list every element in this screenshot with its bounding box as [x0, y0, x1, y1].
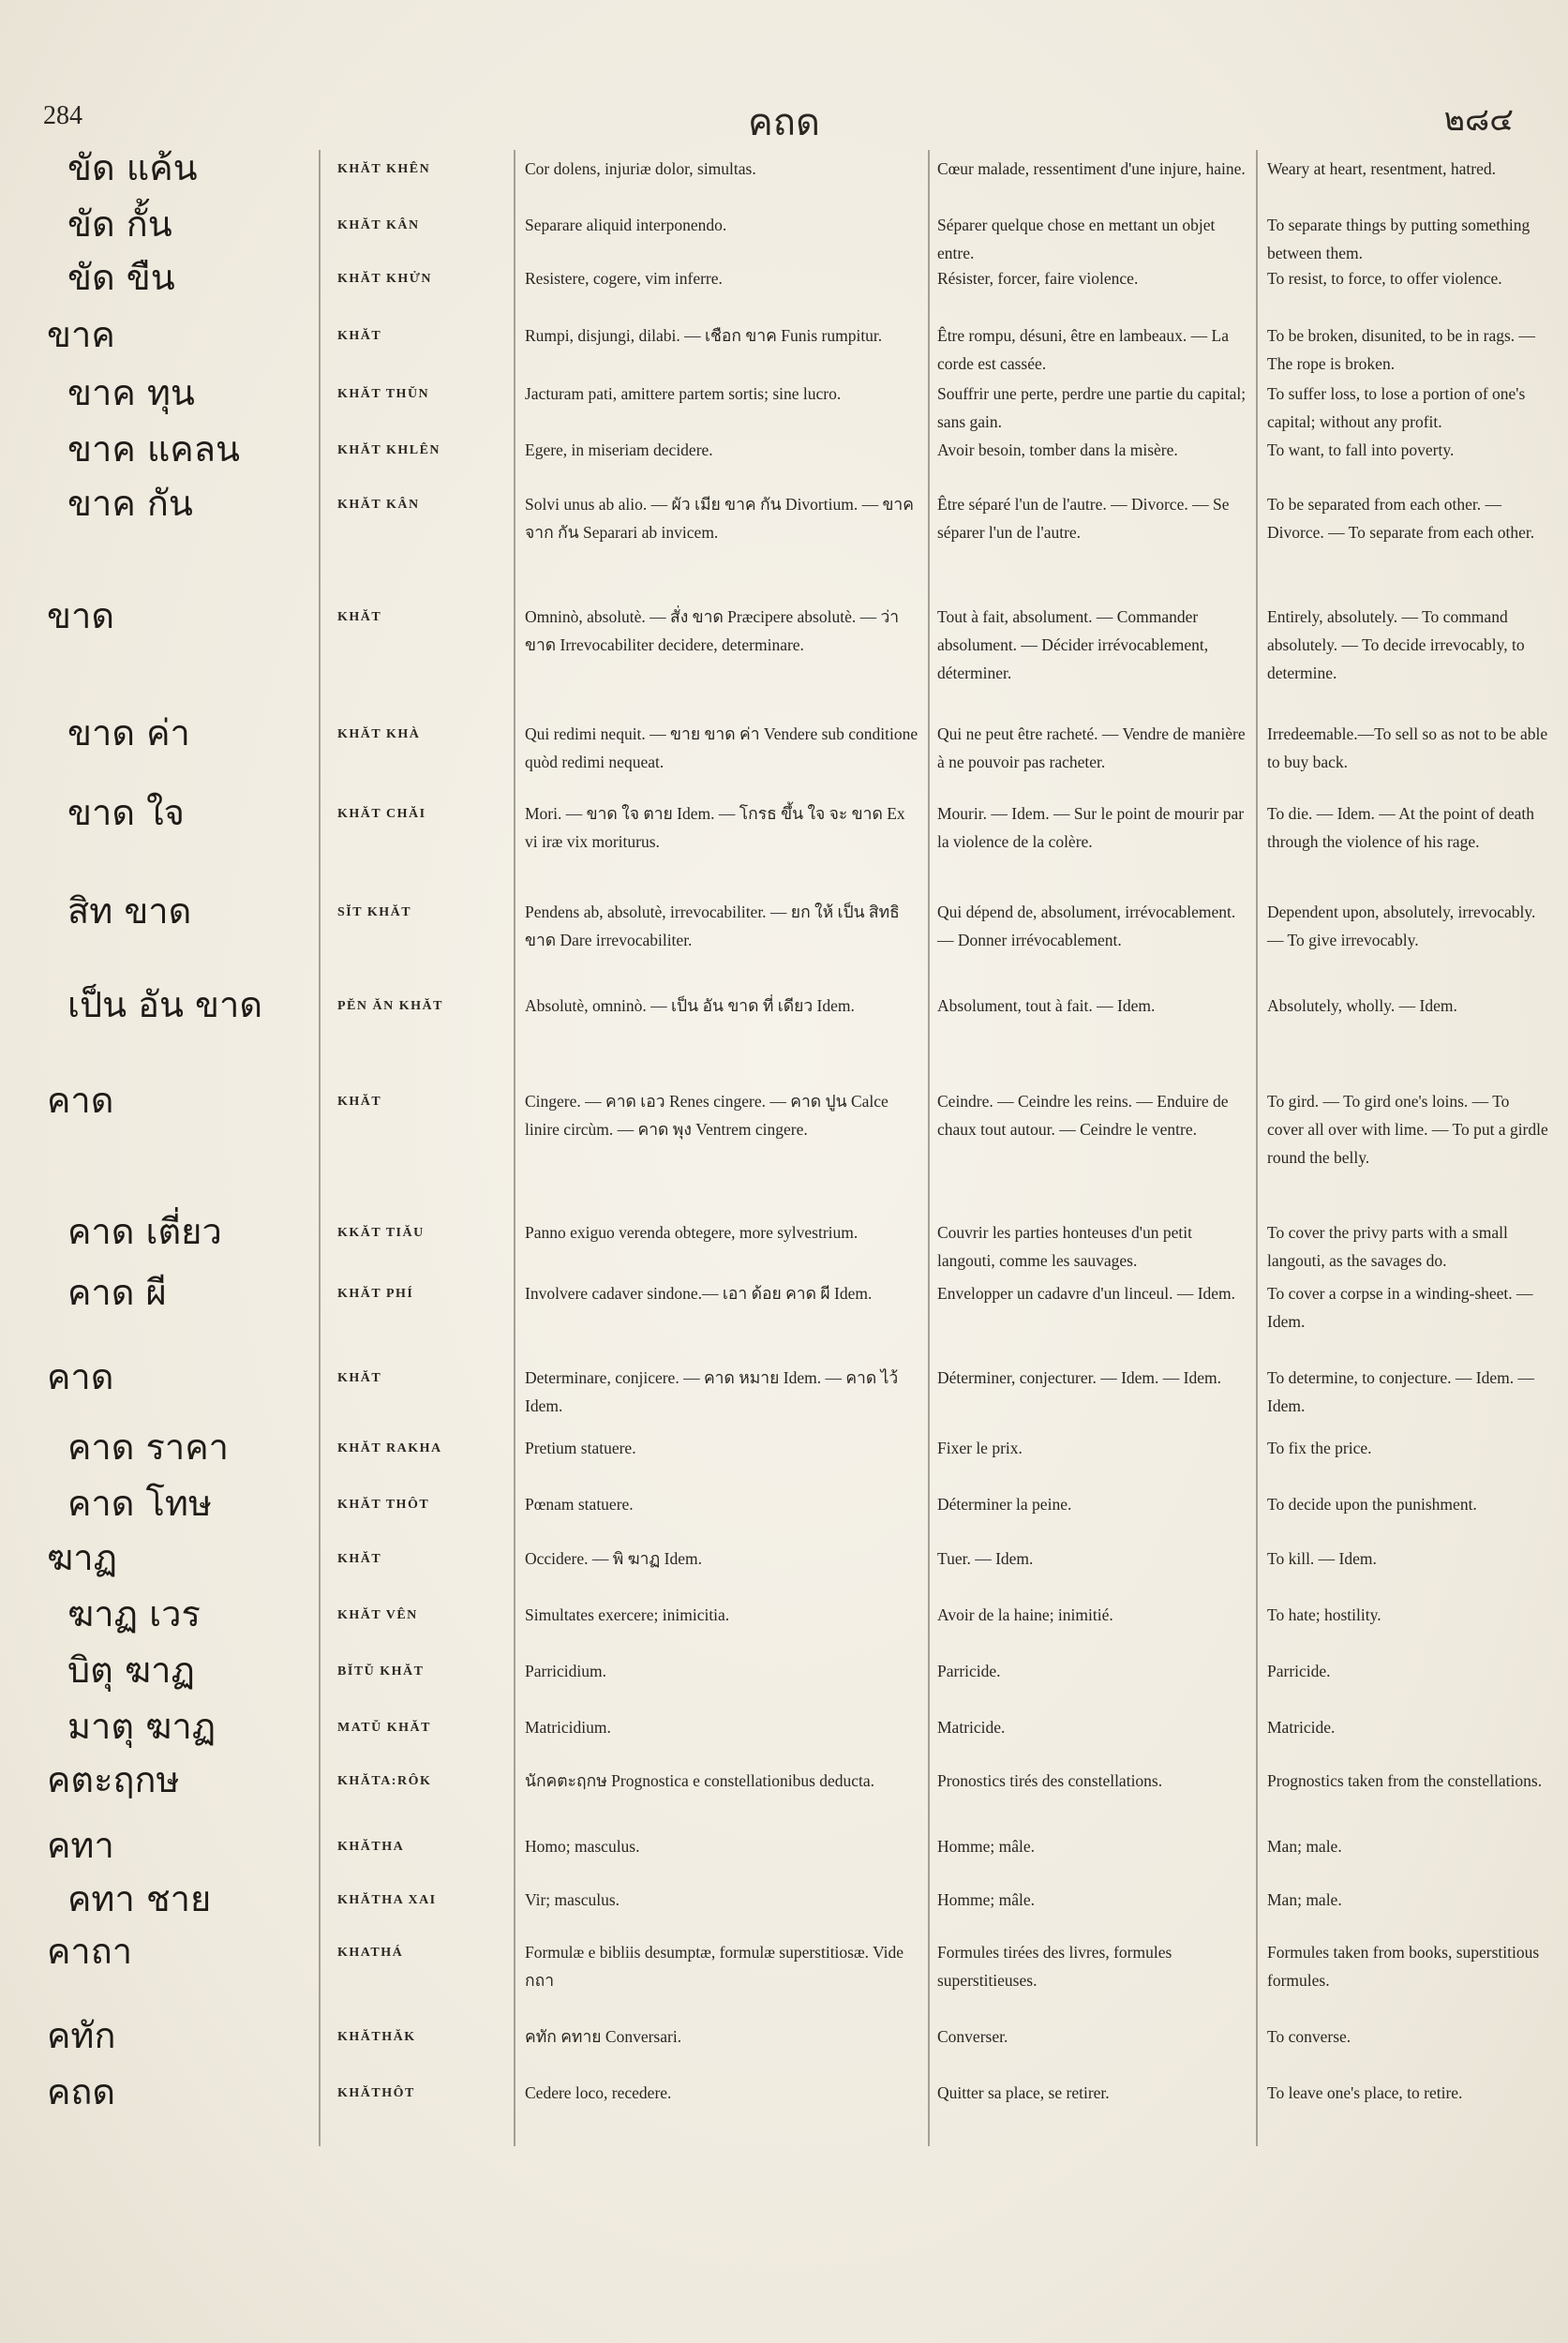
entry-english: To be separated from each other. — Divorce. — To separate from each other. [1267, 495, 1535, 542]
entry-transliteration: KKĂT TIĂU [337, 1226, 425, 1240]
entry-latin: Pretium statuere. [525, 1439, 636, 1457]
entry-transliteration: KHĂT CHĂI [337, 807, 426, 821]
entry-english: To fix the price. [1267, 1439, 1372, 1457]
entry-english: To want, to fall into poverty. [1267, 440, 1455, 459]
entry-english: To determine, to conjecture. — Idem. — Idem. [1267, 1368, 1534, 1415]
entry-french: Être séparé l'un de l'autre. — Divorce. — Se séparer l'un de l'autre. [937, 495, 1230, 542]
entry-english: To converse. [1267, 2027, 1351, 2046]
entry-latin: Pœnam statuere. [525, 1495, 634, 1514]
entry-english: To cover the privy parts with a small langouti, as the savages do. [1267, 1223, 1508, 1270]
entry-french: Envelopper un cadavre d'un linceul. — Idem. [937, 1284, 1236, 1303]
entry-transliteration: KHĂT [337, 610, 382, 624]
entry-english: To be broken, disunited, to be in rags. — The rope is broken. [1267, 326, 1536, 373]
entry-english: To leave one's place, to retire. [1267, 2083, 1463, 2102]
entry-thai-headword: เป็น อัน ขาด [67, 984, 263, 1025]
entry-latin: Panno exiguo verenda obtegere, more sylvestrium. [525, 1223, 859, 1242]
entry-english: Weary at heart, resentment, hatred. [1267, 159, 1496, 178]
entry-french: Résister, forcer, faire violence. [937, 269, 1139, 288]
entry-thai-headword: คาด [47, 1080, 114, 1121]
column-rule-1 [319, 150, 321, 2146]
entry-thai-headword: ขาด ค่า [67, 712, 190, 754]
page-number: 284 [43, 101, 82, 130]
entry-french: Ceindre. — Ceindre les reins. — Enduire de chaux tout autour. — Ceindre le ventre. [937, 1092, 1229, 1139]
entry-latin: Resistere, cogere, vim inferre. [525, 269, 723, 288]
entry-transliteration: MATŬ KHĂT [337, 1721, 431, 1735]
entry-transliteration: KHĂT KHÀ [337, 727, 421, 741]
entry-transliteration: KHĂT [337, 1095, 382, 1109]
entry-thai-headword: ขัด ขืน [67, 257, 175, 298]
entry-transliteration: KHĂT THÔT [337, 1498, 430, 1512]
entry-transliteration: KHĂT KHỬN [337, 272, 433, 286]
entry-latin: Cedere loco, recedere. [525, 2083, 672, 2102]
entry-english: To gird. — To gird one's loins. — To cover all over with lime. — To put a girdle round the belly. [1267, 1092, 1548, 1167]
entry-transliteration: KHĂT [337, 329, 382, 343]
entry-transliteration: KHATHÁ [337, 1946, 404, 1960]
entry-thai-headword: ขัด แค้น [67, 147, 198, 188]
entry-french: Couvrir les parties honteuses d'un petit langouti, comme les sauvages. [937, 1223, 1192, 1270]
entry-latin: Parricidium. [525, 1662, 606, 1680]
entry-thai-headword: คาด ผี [67, 1272, 167, 1313]
thai-page-number: ๒๘๔ [1443, 103, 1514, 138]
entry-french: Mourir. — Idem. — Sur le point de mourir par la violence de la colère. [937, 804, 1245, 851]
entry-thai-headword: ฆาฏ [47, 1537, 118, 1578]
entry-latin: Qui redimi nequit. — ขาย ขาด ค่า Vendere sub conditione quòd redimi nequeat. [525, 724, 918, 771]
entry-thai-headword: คทัก [47, 2015, 116, 2056]
entry-english: Man; male. [1267, 1890, 1342, 1909]
entry-english: Irredeemable.—To sell so as not to be able to buy back. [1267, 724, 1548, 771]
entry-latin: Pendens ab, absolutè, irrevocabiliter. — ยก ให้ เป็น สิทธิ ขาด Dare irrevocabiliter. [525, 903, 900, 949]
entry-latin: Homo; masculus. [525, 1837, 640, 1856]
entry-french: Pronostics tirés des constellations. [937, 1771, 1163, 1790]
entry-french: Converser. [937, 2027, 1008, 2046]
entry-french: Être rompu, désuni, être en lambeaux. — La corde est cassée. [937, 326, 1230, 373]
entry-english: To hate; hostility. [1267, 1605, 1381, 1624]
entry-latin: Cor dolens, injuriæ dolor, simultas. [525, 159, 756, 178]
entry-english: Absolutely, wholly. — Idem. [1267, 996, 1457, 1015]
entry-transliteration: KHĂT RAKHA [337, 1441, 442, 1455]
entry-latin: Matricidium. [525, 1718, 611, 1737]
entry-english: Entirely, absolutely. — To command absolutely. — To decide irrevocably, to determine. [1267, 607, 1525, 682]
running-head: คถด [748, 101, 820, 143]
entry-latin: Rumpi, disjungi, dilabi. — เชือก ขาค Funis rumpitur. [525, 326, 883, 345]
column-rule-2 [514, 150, 515, 2146]
entry-latin: Cingere. — คาด เอว Renes cingere. — คาด ปูน Calce linire circùm. — คาด พุง Ventrem cingere. [525, 1092, 889, 1139]
entry-latin: Simultates exercere; inimicitia. [525, 1605, 730, 1624]
entry-latin: Separare aliquid interponendo. [525, 216, 727, 234]
entry-thai-headword: บิตุ ฆาฏ [67, 1649, 195, 1691]
entry-latin: Mori. — ขาด ใจ ตาย Idem. — โกรธ ขึ้น ใจ จะ ขาด Ex vi iræ vix moriturus. [525, 804, 905, 851]
entry-english: Matricide. [1267, 1718, 1336, 1737]
entry-transliteration: SĬT KHĂT [337, 905, 412, 919]
entry-english: To suffer loss, to lose a portion of one's capital; without any profit. [1267, 384, 1526, 431]
entry-thai-headword: ฆาฏ เวร [67, 1593, 201, 1634]
entry-transliteration: KHĂT THŬN [337, 387, 430, 401]
entry-transliteration: KHĂTHA XAI [337, 1893, 437, 1907]
entry-thai-headword: ขัด กั้น [67, 203, 172, 245]
entry-latin: Determinare, conjicere. — คาด หมาย Idem. — คาด ไว้ Idem. [525, 1368, 899, 1415]
entry-transliteration: KHĂT [337, 1371, 382, 1385]
entry-latin: Vir; masculus. [525, 1890, 620, 1909]
entry-thai-headword: ขาค ทุน [67, 372, 195, 413]
entry-transliteration: KHĂT KÂN [337, 498, 420, 512]
entry-french: Absolument, tout à fait. — Idem. [937, 996, 1156, 1015]
entry-french: Quitter sa place, se retirer. [937, 2083, 1110, 2102]
entry-latin: Solvi unus ab alio. — ผัว เมีย ขาค กัน Divortium. — ขาค จาก กัน Separari ab invicem. [525, 495, 914, 542]
entry-french: Séparer quelque chose en mettant un objet entre. [937, 216, 1216, 262]
entry-thai-headword: ขาด [47, 595, 114, 636]
entry-thai-headword: ขาค แคลน [67, 428, 240, 470]
entry-transliteration: KHĂT PHÍ [337, 1287, 414, 1301]
entry-french: Tout à fait, absolument. — Commander absolument. — Décider irrévocablement, déterminer. [937, 607, 1209, 682]
entry-french: Parricide. [937, 1662, 1001, 1680]
entry-transliteration: KHĂT [337, 1552, 382, 1566]
entry-thai-headword: มาตุ ฆาฏ [67, 1706, 217, 1747]
entry-latin: Absolutè, omninò. — เป็น อัน ขาด ที่ เดียว Idem. [525, 996, 855, 1015]
entry-english: To die. — Idem. — At the point of death through the violence of his rage. [1267, 804, 1535, 851]
entry-french: Tuer. — Idem. [937, 1549, 1034, 1568]
entry-thai-headword: คาด เตี่ยว [67, 1211, 222, 1252]
entry-transliteration: KHĂTHÔT [337, 2086, 415, 2100]
entry-french: Matricide. [937, 1718, 1006, 1737]
entry-english: To cover a corpse in a winding-sheet. — Idem. [1267, 1284, 1533, 1331]
entry-english: To decide upon the punishment. [1267, 1495, 1477, 1514]
entry-transliteration: KHĂTA:RÔK [337, 1774, 432, 1788]
entry-thai-headword: คทา ชาย [67, 1878, 212, 1919]
entry-latin: Formulæ e bibliis desumptæ, formulæ superstitiosæ. Vide กถา [525, 1943, 904, 1990]
entry-latin: Involvere cadaver sindone.— เอา ด้อย คาด ผี Idem. [525, 1284, 873, 1303]
entry-english: Formules taken from books, superstitious formules. [1267, 1943, 1540, 1990]
entry-transliteration: KHĂTHA [337, 1840, 405, 1854]
entry-thai-headword: คาถา [47, 1931, 133, 1972]
entry-english: Dependent upon, absolutely, irrevocably. — To give irrevocably. [1267, 903, 1536, 949]
entry-transliteration: PĔN ĂN KHĂT [337, 999, 443, 1013]
column-rule-4 [1256, 150, 1258, 2146]
column-rule-3 [928, 150, 930, 2146]
entry-french: Avoir de la haine; inimitié. [937, 1605, 1113, 1624]
entry-french: Homme; mâle. [937, 1837, 1036, 1856]
entry-thai-headword: คทา [47, 1825, 114, 1866]
entry-thai-headword: ขาค กัน [67, 483, 193, 524]
entry-latin: Jacturam pati, amittere partem sortis; sine lucro. [525, 384, 842, 403]
entry-thai-headword: ขาด ใจ [67, 792, 185, 833]
entry-french: Formules tirées des livres, formules superstitieuses. [937, 1943, 1172, 1990]
entry-french: Souffrir une perte, perdre une partie du capital; sans gain. [937, 384, 1247, 431]
entry-transliteration: KHĂT KHÊN [337, 162, 431, 176]
entry-thai-headword: คาด ราคา [67, 1426, 230, 1468]
entry-english: Man; male. [1267, 1837, 1342, 1856]
entry-latin: คทัก คทาย Conversari. [525, 2027, 682, 2046]
entry-transliteration: KHĂT KHLÊN [337, 443, 441, 457]
entry-english: Parricide. [1267, 1662, 1331, 1680]
entry-english: To separate things by putting something between them. [1267, 216, 1531, 262]
entry-latin: Occidere. — พิ ฆาฏ Idem. [525, 1549, 702, 1568]
entry-transliteration: KHĂT VÊN [337, 1608, 418, 1622]
entry-latin: Omninò, absolutè. — สั่ง ขาด Præcipere absolutè. — ว่า ขาด Irrevocabiliter decidere, determinare. [525, 607, 900, 654]
entry-french: Homme; mâle. [937, 1890, 1036, 1909]
entry-thai-headword: คถด [47, 2071, 116, 2112]
entry-transliteration: KHĂT KÂN [337, 218, 420, 232]
entry-thai-headword: สิท ขาด [67, 890, 192, 932]
entry-french: Qui dépend de, absolument, irrévocablement. — Donner irrévocablement. [937, 903, 1236, 949]
entry-transliteration: BĬTŬ KHĂT [337, 1664, 425, 1679]
entry-french: Avoir besoin, tomber dans la misère. [937, 440, 1178, 459]
entry-english: To resist, to force, to offer violence. [1267, 269, 1502, 288]
entry-thai-headword: คาด [47, 1356, 114, 1397]
entry-thai-headword: ขาค [47, 314, 115, 355]
entry-thai-headword: คาด โทษ [67, 1483, 213, 1524]
entry-latin: Egere, in miseriam decidere. [525, 440, 713, 459]
entry-latin: นักคตะฤกษ Prognostica e constellationibus deducta. [525, 1771, 875, 1790]
entry-english: To kill. — Idem. [1267, 1549, 1377, 1568]
entry-french: Qui ne peut être racheté. — Vendre de manière à ne pouvoir pas racheter. [937, 724, 1246, 771]
entry-thai-headword: คตะฤกษ [47, 1759, 180, 1800]
entry-french: Cœur malade, ressentiment d'une injure, haine. [937, 159, 1246, 178]
entry-transliteration: KHĂTHĂK [337, 2030, 416, 2044]
entry-french: Fixer le prix. [937, 1439, 1023, 1457]
entry-english: Prognostics taken from the constellations. [1267, 1771, 1543, 1790]
entry-french: Déterminer la peine. [937, 1495, 1072, 1514]
entry-french: Déterminer, conjecturer. — Idem. — Idem. [937, 1368, 1222, 1387]
